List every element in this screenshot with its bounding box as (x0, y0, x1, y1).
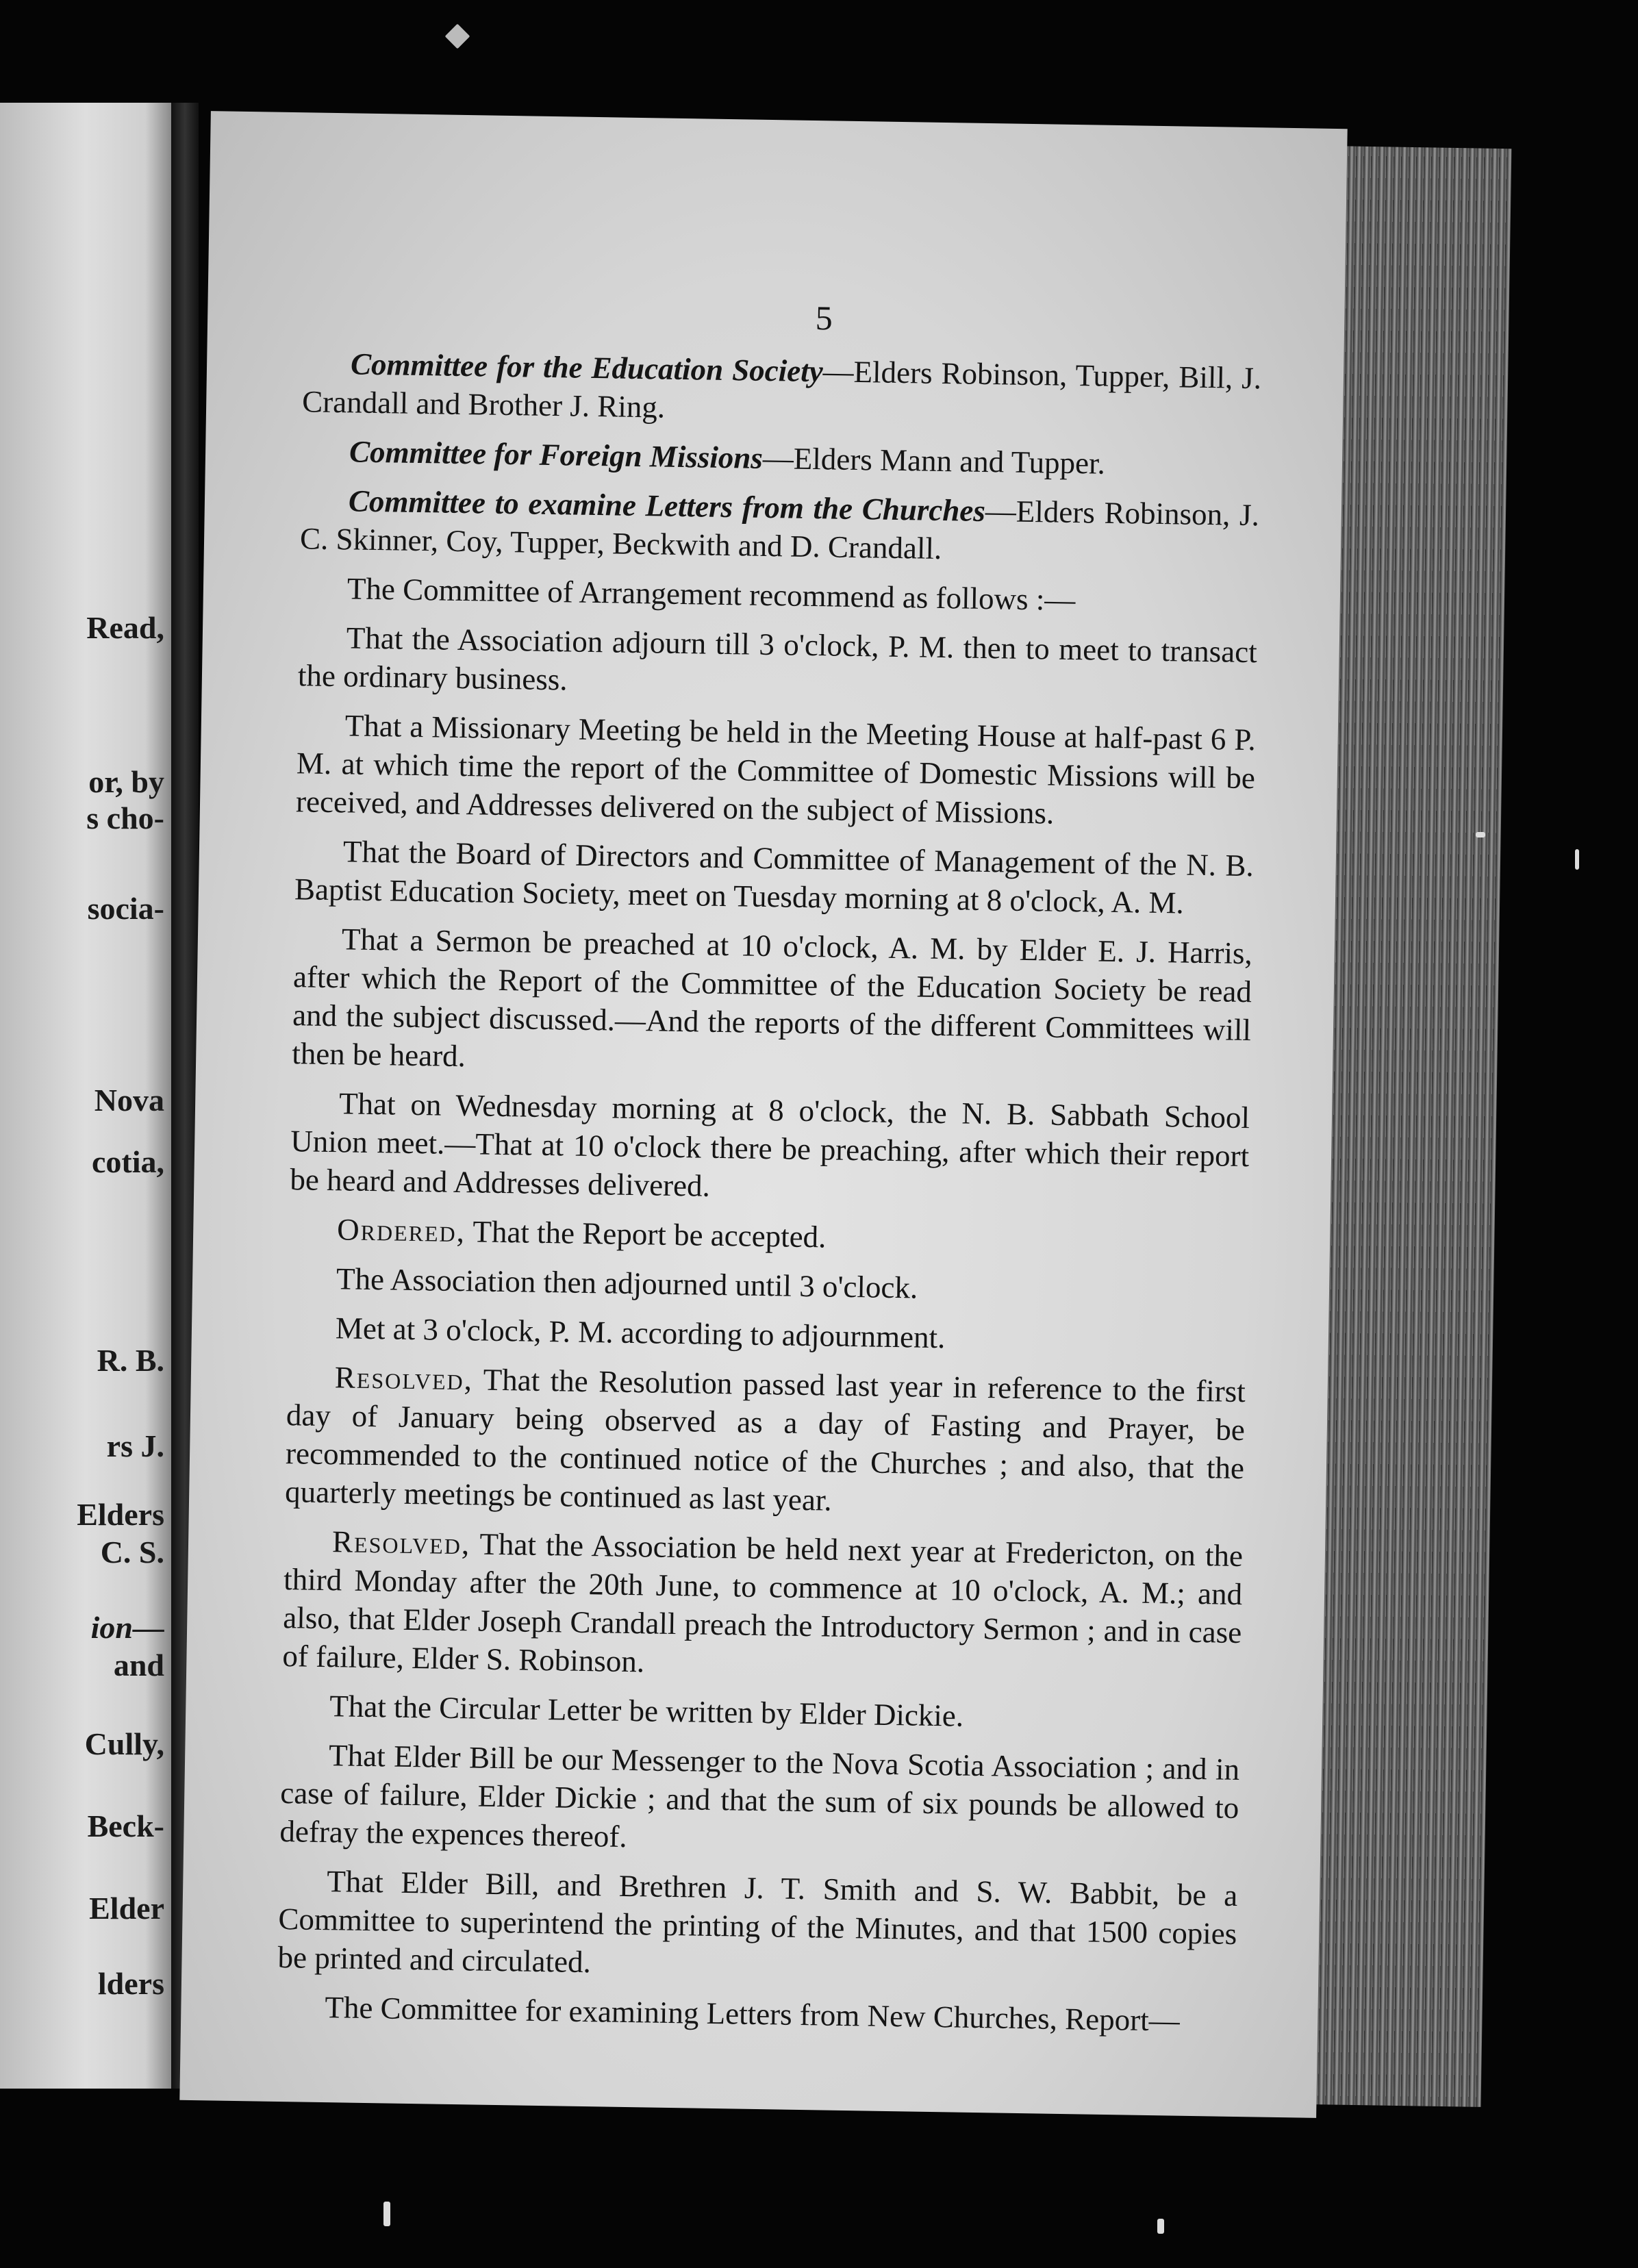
paragraph-lead: Committee for Foreign Missions (349, 434, 764, 475)
paragraph-text: —Elders Robinson, Tupper, Bill, J. Crandall and Brother J. Ring. (301, 354, 1262, 425)
paragraph (289, 1209, 1248, 1263)
paragraph-text: That the Resolution passed last year in reference to the first day of January being observed as a day of Fasting and Prayer, be recommended to the continued notice of the Churches ; and also, that the quarterly meetings be continued as last year. (284, 1362, 1246, 1517)
left-page-fragment: ion— (90, 1610, 164, 1645)
left-page-fragment: Elders (77, 1497, 164, 1532)
paragraph: That Elder Bill be our Messenger to the Nova Scotia Association ; and in case of failure, Elder Dickie ; and that the sum of six pounds be allowed to defray the expences thereof. (279, 1738, 1240, 1854)
left-page-fragment: Elder (89, 1891, 164, 1926)
left-page-fragment: cotia, (91, 1144, 164, 1179)
paragraph (302, 344, 1262, 436)
paragraph (282, 1522, 1243, 1690)
left-page-fragment: and (113, 1648, 164, 1683)
paragraph: That a Sermon be preached at 10 o'clock, A. M. by Elder E. J. Harris, after which the Report of the Committee of the Education Society be read and the subject discussed.—And the reports of the different Committees will then be heard. (291, 922, 1253, 1074)
paragraph-text: That the Report be accepted. (465, 1214, 827, 1255)
scan-speck (445, 24, 470, 49)
paragraph-text: That the Association be held next year at Fredericton, on the third Monday after the 20th June, to commence at 10 o'clock, A. M.; and also, that Elder Joseph Crandall preach the Introductory Sermon ; and in case of failure, Elder S. Robinson. (282, 1526, 1244, 1679)
paragraph: That the Circular Letter be written by Elder Dickie. (329, 1689, 964, 1733)
scan-speck (1476, 832, 1485, 837)
left-page-fragment: Beck- (87, 1809, 164, 1843)
paragraph-text: —Elders Mann and Tupper. (762, 440, 1106, 481)
left-page-fragment: rs J. (106, 1428, 164, 1463)
paragraph: That the Association adjourn till 3 o'clock, P. M. then to meet to transact the ordinary business. (297, 620, 1258, 697)
scan-speck (1157, 2219, 1164, 2234)
left-page-fragment: s cho- (86, 801, 164, 835)
left-page-fragment: Nova (94, 1083, 164, 1118)
paragraph: Met at 3 o'clock, P. M. according to adjournment. (335, 1311, 946, 1355)
book-page (179, 111, 1347, 2118)
paragraph: That a Missionary Meeting be held in the Meeting House at half-past 6 P. M. at which time the report of the Committee of Domestic Missions will be received, and Addresses delivered on the subject of Missions. (295, 708, 1257, 831)
paragraph-lead: Resolved, (331, 1524, 471, 1561)
paragraph (285, 1357, 1246, 1526)
paragraph: That on Wednesday morning at 8 o'clock, the N. B. Sabbath School Union meet.—That at 10 o'clock there be preaching, after which their report be heard and Addresses delivered. (290, 1086, 1250, 1203)
page-number: 5 (815, 299, 833, 338)
paragraph: The Committee for examining Letters from New Churches, Report— (325, 1990, 1181, 2038)
paragraph: That the Board of Directors and Committee of Management of the N. B. Baptist Education Society, meet on Tuesday morning at 8 o'clock, A. M. (294, 834, 1255, 920)
paragraph-text: —Elders Robinson, J. C. Skinner, Coy, Tupper, Beckwith and D. Crandall. (299, 493, 1260, 566)
scan-speck (383, 2202, 390, 2226)
scan-speck (1575, 849, 1579, 870)
paragraph (301, 431, 1261, 485)
left-page-fragment: socia- (87, 891, 164, 926)
left-page-fragment: Read, (86, 610, 164, 645)
left-page-fragment: lders (97, 1966, 164, 2001)
page-text (277, 290, 1263, 2052)
paragraph-lead: Ordered, (336, 1212, 466, 1249)
paragraph-lead: Committee for the Education Society (350, 346, 824, 389)
paragraph (300, 481, 1260, 572)
left-page-fragment: or, by (88, 764, 164, 799)
left-page-fragment: Cully, (84, 1726, 164, 1761)
paragraph-lead: Resolved, (334, 1360, 474, 1397)
paragraph: The Committee of Arrangement recommend as follows :— (346, 571, 1076, 618)
paragraph-lead: Committee to examine Letters from the Churches (348, 483, 986, 528)
left-facing-page (0, 103, 171, 2089)
paragraph: That Elder Bill, and Brethren J. T. Smith and S. W. Babbit, be a Committee to superintend the printing of the Minutes, and that 1500 copies be printed and circulated. (277, 1864, 1238, 1980)
paragraph: The Association then adjourned until 3 o'clock. (336, 1261, 918, 1305)
left-page-fragment: R. B. (97, 1343, 164, 1378)
left-page-fragment: C. S. (100, 1535, 164, 1570)
